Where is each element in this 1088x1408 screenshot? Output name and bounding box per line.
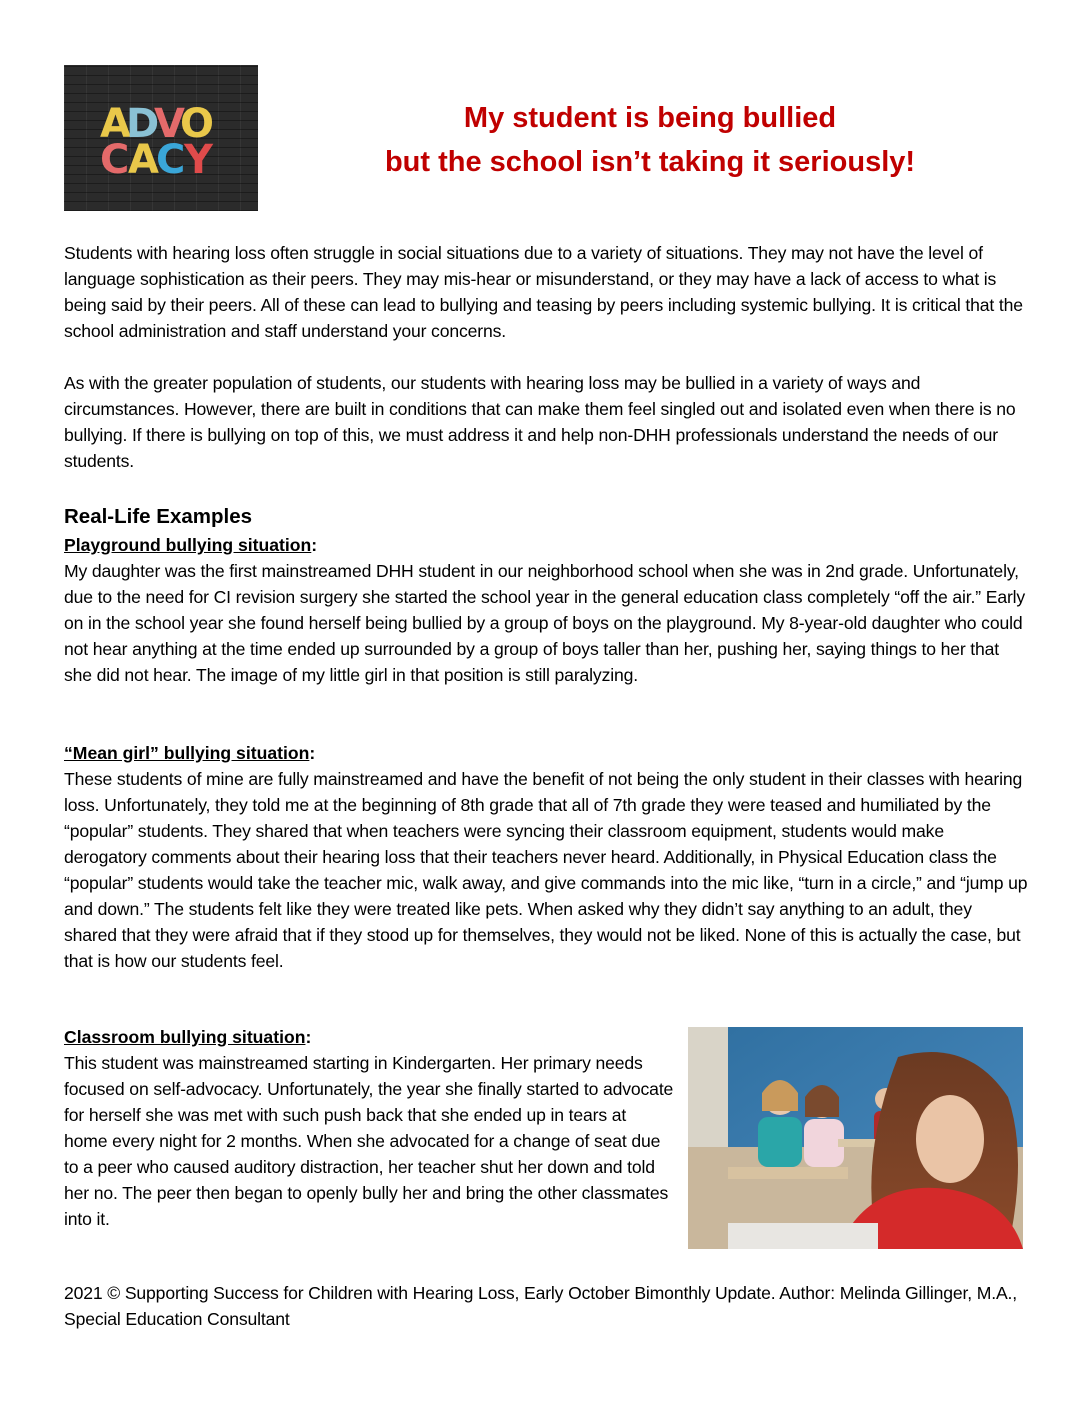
mean-girl-paragraph: These students of mine are fully mainstreamed and have the benefit of not being the only student in their classes with hearing loss. Unfortunately, they told me at the beginning of 8th grade that all of 7th grade they were teased and humiliated by the “popular” students. They shared that when teachers were syncing their classroom equipment, students would make derogatory comments about their hearing loss that their teachers never heard. Additionally, in Physical Education class the “popular” students would take the teacher mic, walk away, and give commands into the mic like, “turn in a circle,” and “jump up and down.” The students felt like they were treated like pets. When asked why they didn’t say anything to an adult, they shared that they were afraid that if they stood up for themselves, they would not be liked. None of this is actually the case, but that is how our students feel. — [64, 769, 1028, 971]
logo-letter-d: D — [126, 101, 160, 147]
classroom-heading-text: Classroom bullying situation — [64, 1027, 306, 1047]
mean-girl-heading-text: “Mean girl” bullying situation — [64, 743, 310, 763]
classroom-paragraph: This student was mainstreamed starting in Kindergarten. Her primary needs focused on self-advocacy. Unfortunately, the year she finally started to advocate for herself she was met with such push back that she ended up in tears at home every night for 2 months. When she advocated for a change of seat due to a peer who caused auditory distraction, her teacher shut her down and told her no. The peer then began to openly bully her and bring the other classmates into it. — [64, 1053, 674, 1229]
logo-letter-y: Y — [184, 137, 213, 183]
playground-heading — [64, 532, 317, 558]
logo-letter-c1: C — [100, 137, 130, 183]
classroom-heading — [64, 1024, 311, 1050]
heading-colon: : — [305, 1027, 312, 1047]
logo-letter-a2: A — [128, 137, 159, 183]
logo-letter-a1: A — [100, 101, 131, 147]
playground-heading-text: Playground bullying situation — [64, 535, 312, 555]
advocacy-logo-graphic — [64, 65, 258, 211]
classroom-photo-graphic — [688, 1027, 1023, 1249]
advocacy-logo — [64, 65, 258, 211]
title-line-2: but the school isn’t taking it seriously! — [384, 146, 916, 178]
playground-paragraph: My daughter was the first mainstreamed DHH student in our neighborhood school when she was in 2nd grade. Unfortunately, due to the need for CI revision surgery she started the school year in the general education class completely “off the air.” Early on in the school year she found herself being bullied by a group of boys on the playground. My 8-year-old daughter who could not hear anything at the time ended up surrounded by a group of boys taller than her, pushing her, saying things to her that she did not hear. The image of my little girl in that position is still paralyzing. — [64, 561, 1026, 685]
logo-letter-c2: C — [156, 137, 186, 183]
classroom-photo — [688, 1027, 1023, 1249]
logo-letter-o: O — [180, 101, 215, 147]
examples-heading: Real-Life Examples — [64, 505, 252, 528]
logo-letter-v: V — [154, 101, 185, 147]
heading-colon: : — [311, 535, 318, 555]
page-title — [300, 96, 1000, 184]
mean-girl-heading — [64, 740, 315, 766]
footer-citation: 2021 © Supporting Success for Children with Hearing Loss, Early October Bimonthly Update. Author: Melinda Gillinger, M.A., Special Education Consultant — [64, 1283, 1018, 1329]
heading-colon: : — [309, 743, 316, 763]
title-line-1: My student is being bullied — [463, 102, 837, 134]
intro-paragraph-2: As with the greater population of students, our students with hearing loss may be bullied in a variety of ways and circumstances. However, there are built in conditions that can make them feel singled out and isolated even when there is no bullying. If there is bullying on top of this, we must address it and help non-DHH professionals understand the needs of our students. — [64, 373, 1016, 471]
intro-paragraph-1: Students with hearing loss often struggle in social situations due to a variety of situations. They may not have the level of language sophistication as their peers. They may mis-hear or misunderstand, or they may have a lack of access to what is being said by their peers. All of these can lead to bullying and teasing by peers including systemic bullying. It is critical that the school administration and staff understand your concerns. — [64, 243, 1023, 341]
